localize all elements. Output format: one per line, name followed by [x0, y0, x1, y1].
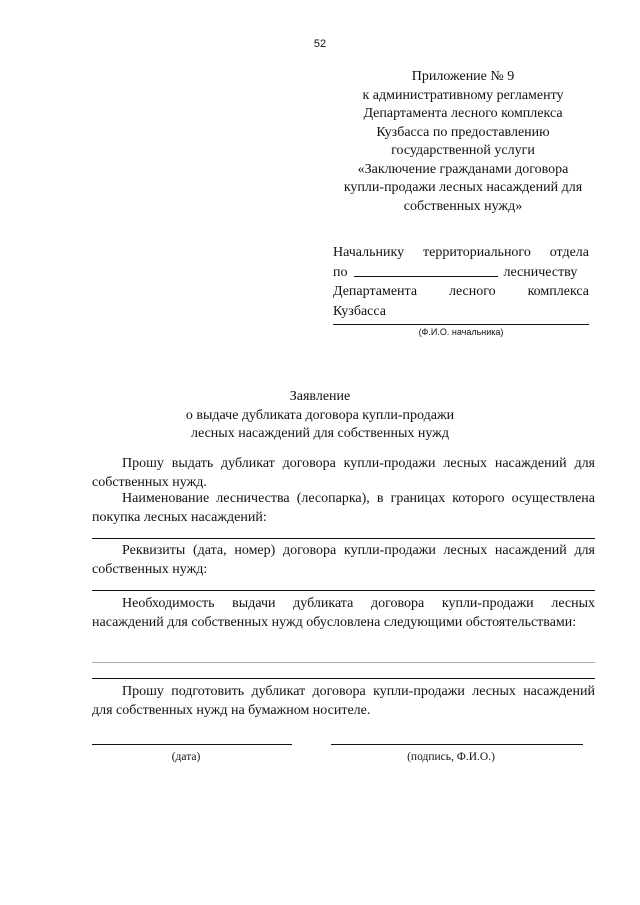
addressee-line-1 [333, 243, 589, 263]
addressee-word: лесного [448, 284, 496, 299]
addressee-line-4 [333, 302, 589, 322]
reasons-answer-line-2[interactable] [92, 678, 595, 679]
appendix-line: к административному регламенту [362, 87, 564, 103]
addressee-block [333, 243, 589, 321]
body-paragraph-forestry [92, 490, 595, 527]
appendix-line: государственной услуги [391, 143, 535, 158]
body-paragraph-reasons [92, 595, 595, 632]
addressee-word: по [333, 264, 348, 280]
document-title [0, 388, 640, 444]
addressee-word: отдела [549, 245, 589, 260]
appendix-line: Кузбасса по предоставлению [376, 124, 550, 140]
addressee-word: Начальнику [333, 245, 405, 260]
addressee-word: лесничеству [503, 264, 578, 280]
appendix-line: Департамента лесного комплекса [363, 106, 563, 121]
appendix-line: Приложение № 9 [411, 69, 515, 84]
appendix-line: собственных нужд» [403, 198, 523, 214]
addressee-word: территориального [422, 245, 531, 260]
addressee-word: комплекса [527, 284, 589, 299]
body-paragraph-contract-details [92, 542, 595, 579]
paragraph-text: Наименование лесничества (лесопарка), в границах которого осуществлена покупка лесных насаждений: [92, 491, 595, 525]
addressee-word: Департамента [333, 284, 418, 299]
paragraph-text: Реквизиты (дата, номер) договора купли-продажи лесных насаждений для собственных нужд: [92, 543, 595, 577]
chief-name-caption: (Ф.И.О. начальника) [418, 327, 504, 337]
forestry-answer-line[interactable] [92, 538, 595, 539]
signature-caption: (подпись, Ф.И.О.) [407, 751, 495, 763]
addressee-line-2 [333, 263, 589, 283]
signature-field[interactable] [331, 744, 583, 745]
paragraph-text: Необходимость выдачи дубликата договора купли-продажи лесных насаждений для собственных нужд обусловлена следующими обстоятельствами: [92, 596, 595, 630]
date-field[interactable] [92, 744, 292, 745]
addressee-line-3 [333, 282, 589, 302]
chief-name-field[interactable] [333, 324, 589, 325]
reasons-answer-line-1[interactable] [92, 662, 595, 663]
title-line: о выдаче дубликата договора купли-продажи [185, 407, 455, 423]
appendix-line: купли-продажи лесных насаждений для [343, 180, 583, 195]
paragraph-text: Прошу выдать дубликат договора купли-продажи лесных насаждений для собственных нужд. [92, 456, 595, 490]
date-caption: (дата) [171, 751, 201, 763]
title-line: Заявление [289, 389, 351, 404]
appendix-line: «Заключение гражданами договора [357, 161, 569, 177]
page-number: 52 [313, 38, 327, 50]
addressee-word: Кузбасса [333, 303, 386, 319]
title-line: лесных насаждений для собственных нужд [191, 426, 449, 441]
contract-details-answer-line[interactable] [92, 590, 595, 591]
body-paragraph-paper-copy [92, 683, 595, 720]
forestry-name-field[interactable] [354, 263, 498, 277]
body-paragraph-request [92, 455, 595, 492]
paragraph-text: Прошу подготовить дубликат договора купли-продажи лесных насаждений для собственных нужд на бумажном носителе. [92, 684, 595, 718]
appendix-header [328, 68, 598, 216]
